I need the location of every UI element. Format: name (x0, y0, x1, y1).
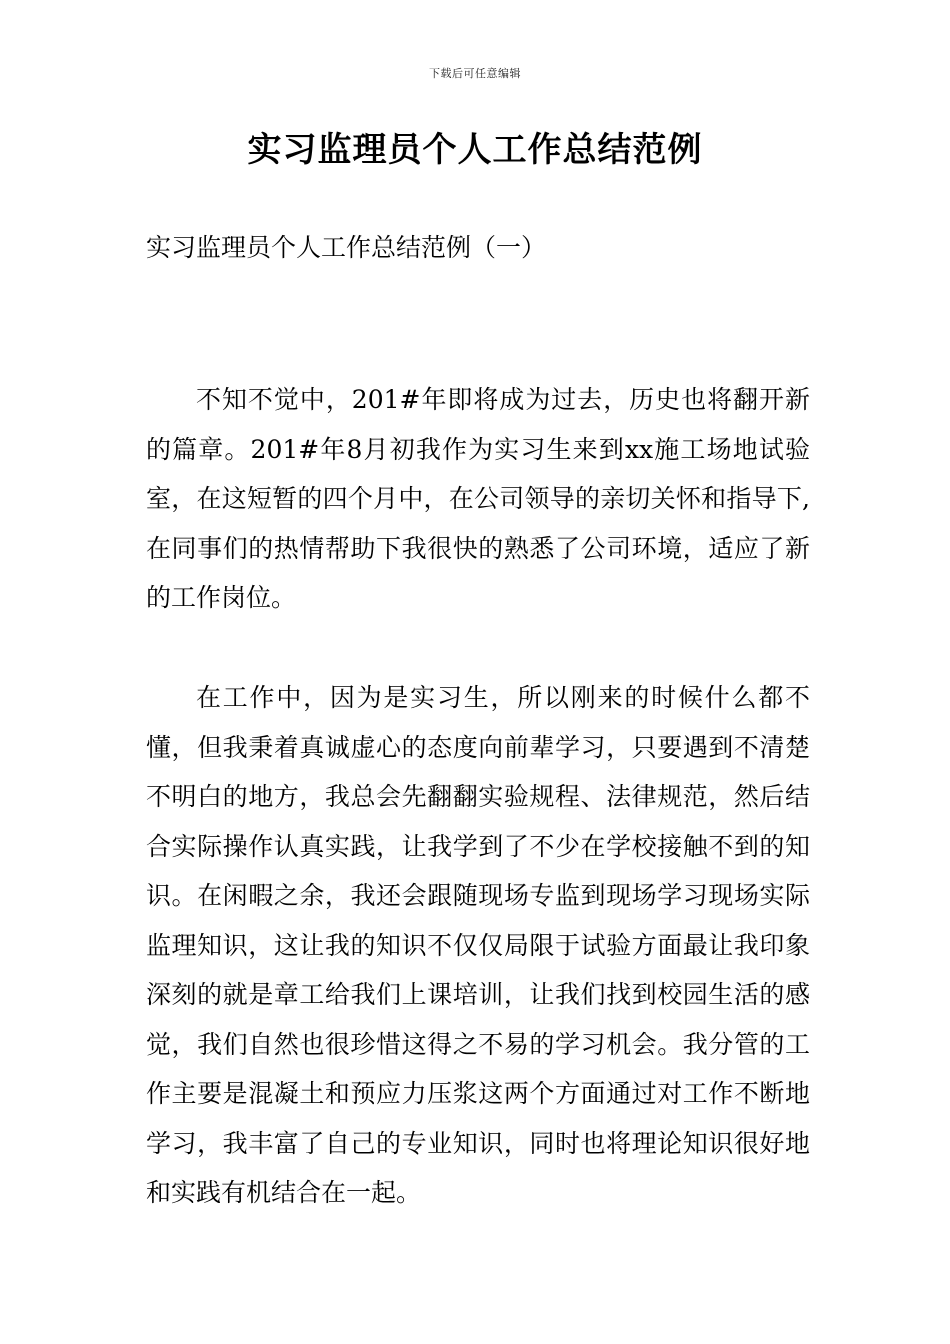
document-title: 实习监理员个人工作总结范例 (247, 130, 703, 170)
body-paragraph-1: 不知不觉中，201#年即将成为过去，历史也将翻开新的篇章。201#年8月初我作为实习生来到xx施工场地试验室，在这短暂的四个月中，在公司领导的亲切关怀和指导下,在同事们的热情帮助下我很快的熟悉了公司环境，适应了新的工作岗位。 (146, 385, 810, 612)
header-note: 下载后可任意编辑 (429, 67, 521, 80)
section-heading: 实习监理员个人工作总结范例（一） (146, 233, 547, 262)
body-paragraph-2: 在工作中，因为是实习生，所以刚来的时候什么都不懂，但我秉着真诚虚心的态度向前辈学习，只要遇到不清楚不明白的地方，我总会先翻翻实验规程、法律规范，然后结合实际操作认真实践，让我学到了不少在学校接触不到的知识。在闲暇之余，我还会跟随现场专监到现场学习现场实际监理知识，这让我的知识不仅仅局限于试验方面最让我印象深刻的就是章工给我们上课培训，让我们找到校园生活的感觉，我们自然也很珍惜这得之不易的学习机会。我分管的工作主要是混凝土和预应力压浆这两个方面通过对工作不断地学习，我丰富了自己的专业知识，同时也将理论知识很好地和实践有机结合在一起。 (146, 683, 810, 1207)
